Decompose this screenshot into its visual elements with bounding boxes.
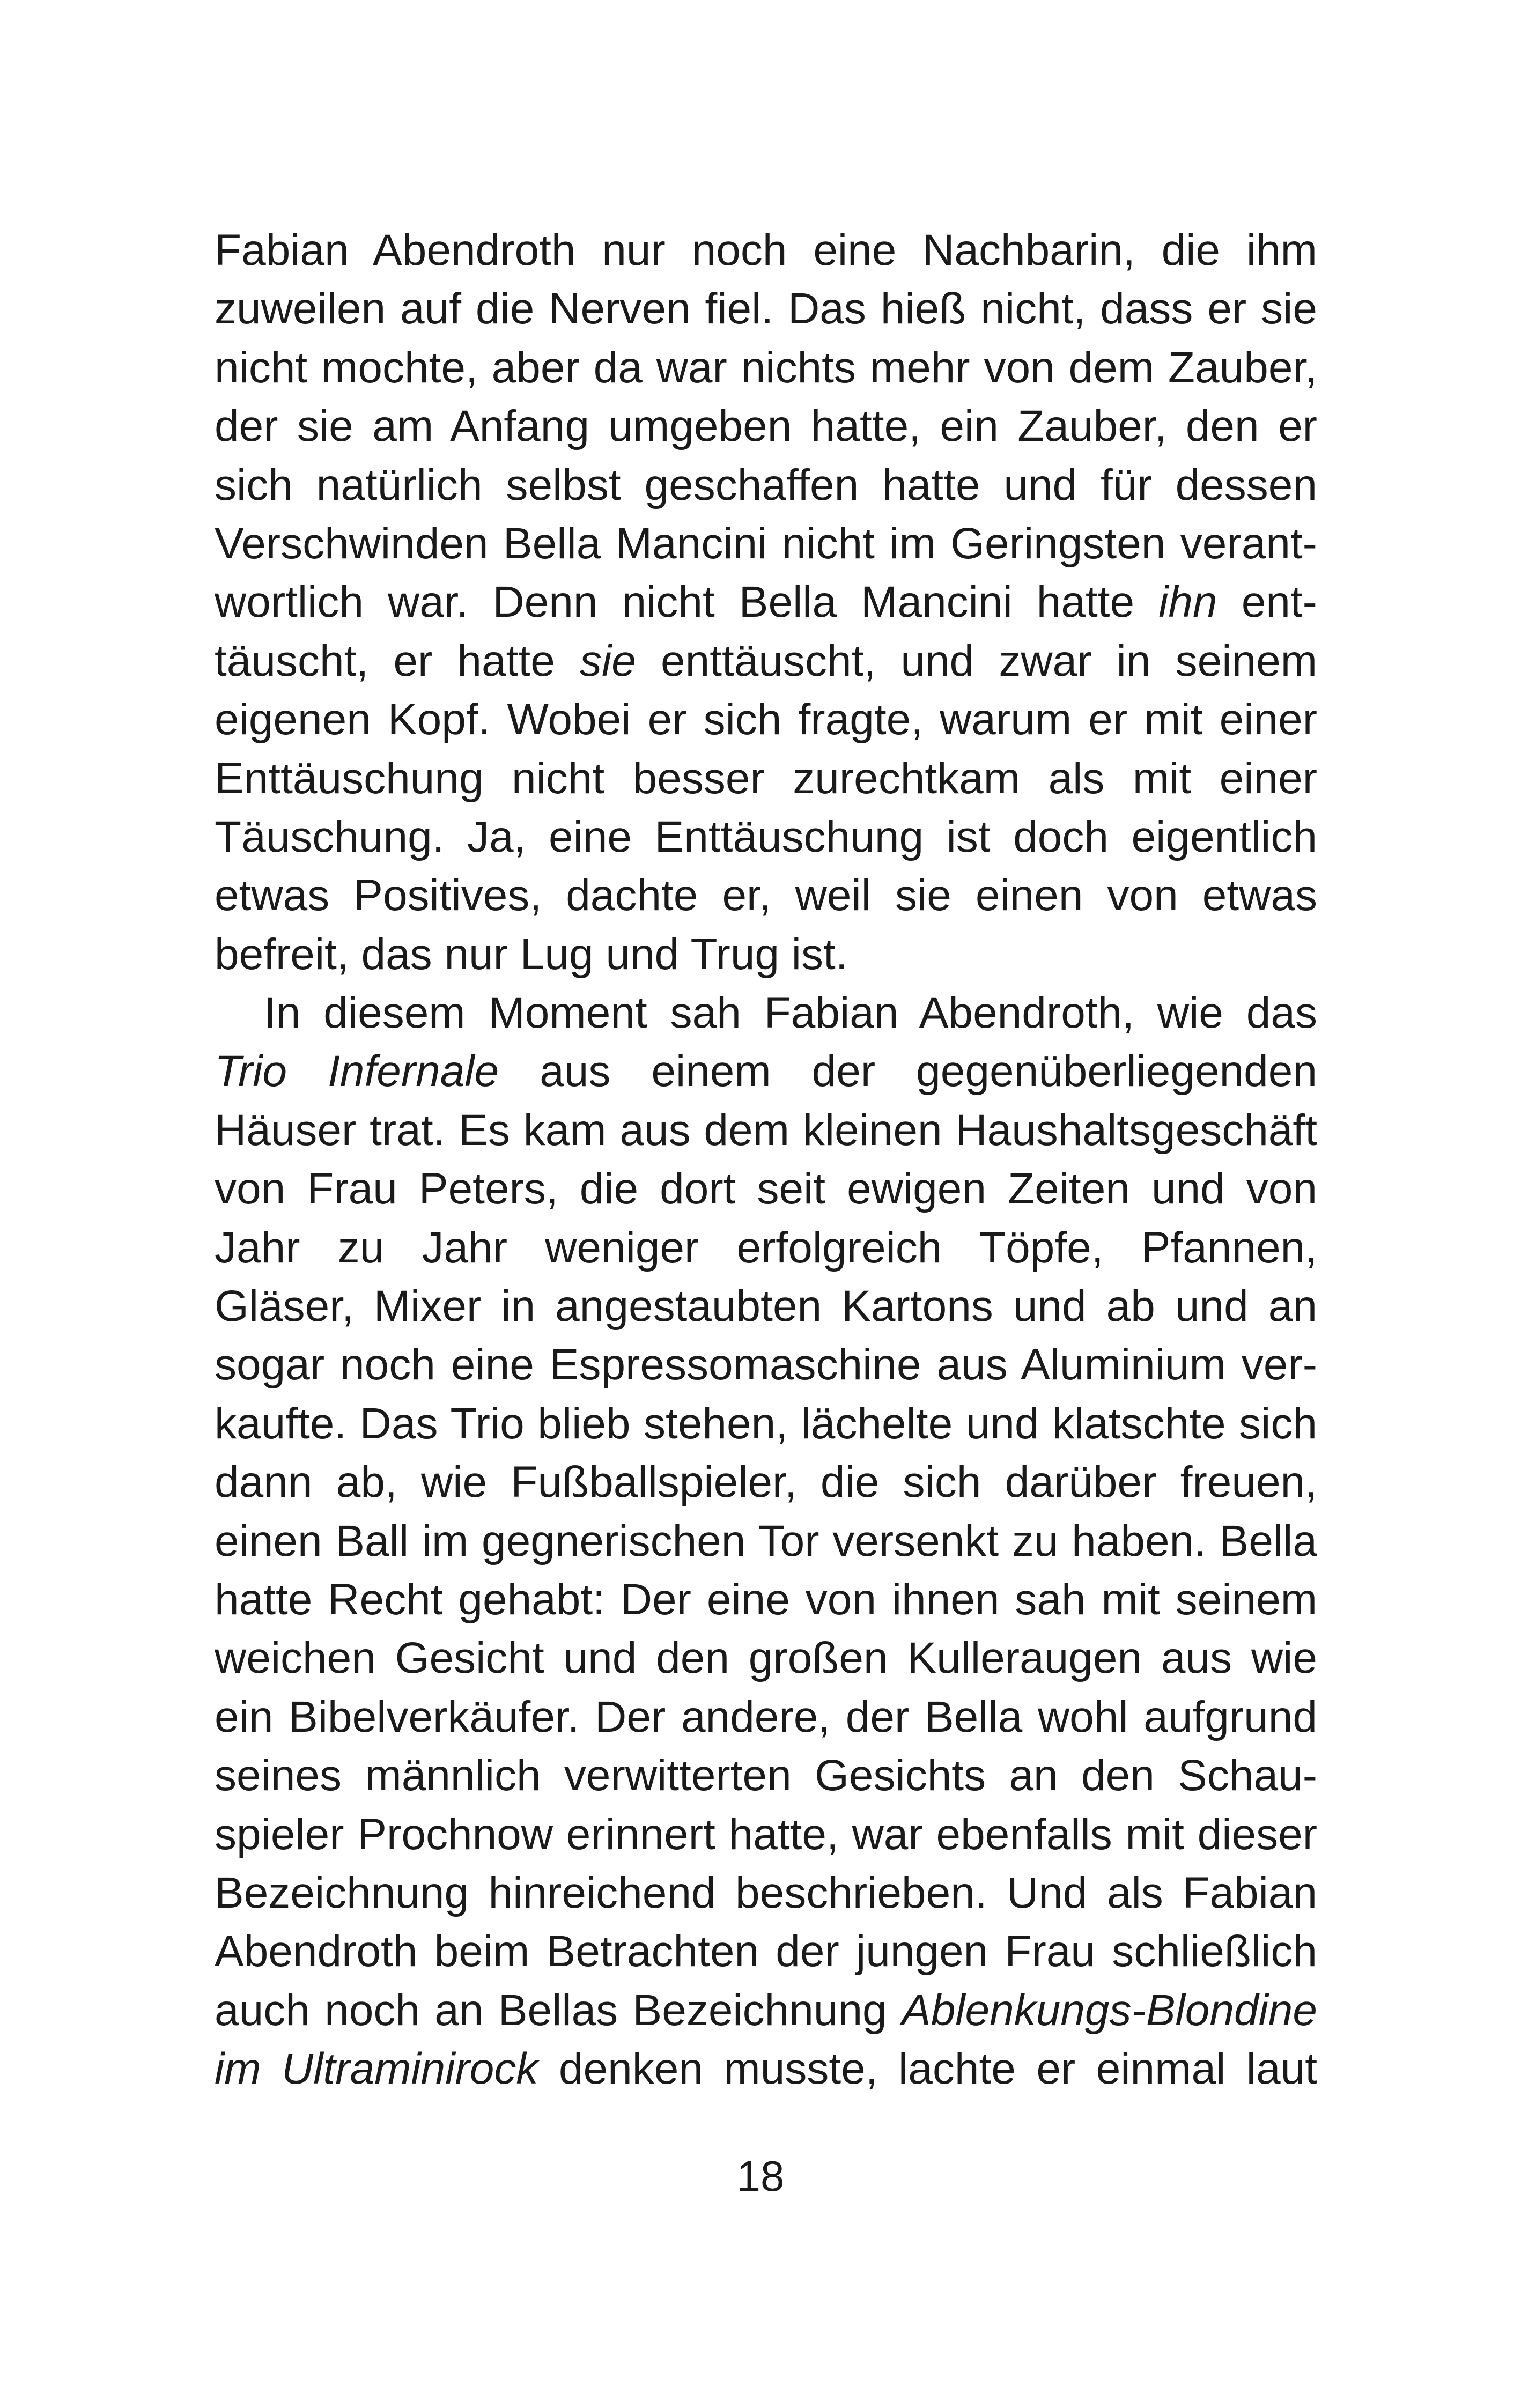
text-line <box>215 397 1317 455</box>
line-text: hatte Recht gehabt: Der eine von ihnen sah mit seinem <box>215 1575 1317 1624</box>
line-text: nicht mochte, aber da war nichts mehr von dem Zauber, <box>215 343 1317 392</box>
text-line <box>215 1570 1317 1629</box>
line-text: aus einem der gegenüberliegenden <box>499 1047 1317 1096</box>
paragraph <box>215 221 1317 984</box>
italic-text: Ablenkungs-Blondine <box>902 1985 1317 2035</box>
line-text: In diesem Moment sah Fabian Abendroth, wie das <box>264 988 1317 1038</box>
line-text: seines männlich verwitterten Gesichts an den Schau- <box>215 1751 1317 1800</box>
text-line <box>215 514 1317 573</box>
line-text: Häuser trat. Es kam aus dem kleinen Haushaltsgeschäft <box>215 1105 1317 1155</box>
line-text: befreit, das nur Lug und Trug ist. <box>215 929 848 979</box>
text-line <box>215 925 1317 984</box>
text-line <box>215 1042 1317 1100</box>
line-text: weichen Gesicht und den großen Kulleraugen aus wie <box>215 1634 1317 1683</box>
line-text: wortlich war. Denn nicht Bella Mancini hatte <box>215 578 1159 627</box>
text-line <box>215 1394 1317 1453</box>
line-text: auch noch an Bellas Bezeichnung <box>215 1985 902 2035</box>
line-text: der sie am Anfang umgeben hatte, ein Zauber, den er <box>215 402 1317 451</box>
line-text: Verschwinden Bella Mancini nicht im Geringsten verant- <box>215 519 1317 568</box>
line-text: Abendroth beim Betrachten der jungen Frau schließlich <box>215 1927 1317 1976</box>
line-text: denken musste, lachte er einmal laut <box>538 2044 1317 2094</box>
line-text: Jahr zu Jahr weniger erfolgreich Töpfe, Pfannen, <box>215 1223 1317 1272</box>
line-text: einen Ball im gegnerischen Tor versenkt zu haben. Bella <box>215 1516 1317 1565</box>
text-line <box>215 1805 1317 1864</box>
text-line <box>215 338 1317 397</box>
line-text: ent- <box>1217 578 1317 627</box>
text-line <box>215 1159 1317 1218</box>
paragraph <box>215 984 1317 2098</box>
line-text: spieler Prochnow erinnert hatte, war ebenfalls mit dieser <box>215 1809 1317 1859</box>
line-text: Fabian Abendroth nur noch eine Nachbarin, die ihm <box>215 226 1317 275</box>
line-text: Täuschung. Ja, eine Enttäuschung ist doch eigentlich <box>215 812 1317 861</box>
text-line <box>215 1335 1317 1394</box>
line-text: von Frau Peters, die dort seit ewigen Zeiten und von <box>215 1164 1317 1214</box>
text-line <box>215 1277 1317 1335</box>
text-line <box>215 1922 1317 1981</box>
text-line <box>215 1453 1317 1511</box>
line-text: sogar noch eine Espressomaschine aus Aluminium ver- <box>215 1340 1317 1390</box>
text-line <box>215 2040 1317 2098</box>
line-text: Gläser, Mixer in angestaubten Kartons und ab und an <box>215 1282 1317 1331</box>
line-text: enttäuscht, und zwar in seinem <box>636 636 1317 685</box>
italic-text: im Ultraminirock <box>215 2044 538 2094</box>
text-line <box>215 1688 1317 1746</box>
line-text: sich natürlich selbst geschaffen hatte und für dessen <box>215 460 1317 509</box>
text-line <box>215 632 1317 690</box>
text-line <box>215 221 1317 279</box>
text-line <box>215 573 1317 631</box>
text-line <box>215 1512 1317 1570</box>
line-text: dann ab, wie Fußballspieler, die sich darüber freuen, <box>215 1458 1317 1507</box>
text-line <box>215 690 1317 749</box>
text-line <box>215 1218 1317 1277</box>
text-line <box>215 456 1317 514</box>
line-text: kaufte. Das Trio blieb stehen, lächelte und klatschte sich <box>215 1399 1317 1448</box>
italic-text: Trio Infernale <box>215 1047 499 1096</box>
text-line <box>215 279 1317 338</box>
text-line <box>215 984 1317 1042</box>
text-line <box>215 1746 1317 1805</box>
text-line <box>215 866 1317 925</box>
line-text: täuscht, er hatte <box>215 636 580 685</box>
text-line <box>215 1981 1317 2040</box>
line-text: etwas Positives, dachte er, weil sie einen von etwas <box>215 871 1317 920</box>
italic-text: sie <box>580 636 636 685</box>
text-line <box>215 1629 1317 1687</box>
line-text: ein Bibelverkäufer. Der andere, der Bella wohl aufgrund <box>215 1692 1317 1741</box>
line-text: zuweilen auf die Nerven fiel. Das hieß nicht, dass er sie <box>215 284 1317 334</box>
italic-text: ihn <box>1158 578 1217 627</box>
line-text: Bezeichnung hinreichend beschrieben. Und als Fabian <box>215 1868 1317 1917</box>
text-line <box>215 1864 1317 1922</box>
line-text: eigenen Kopf. Wobei er sich fragte, warum er mit einer <box>215 695 1317 744</box>
line-text: Enttäuschung nicht besser zurechtkam als mit einer <box>215 754 1317 803</box>
text-line <box>215 808 1317 866</box>
text-line <box>215 749 1317 808</box>
body-text <box>215 221 1317 2099</box>
text-line <box>215 1101 1317 1159</box>
page-number: 18 <box>736 2152 785 2200</box>
